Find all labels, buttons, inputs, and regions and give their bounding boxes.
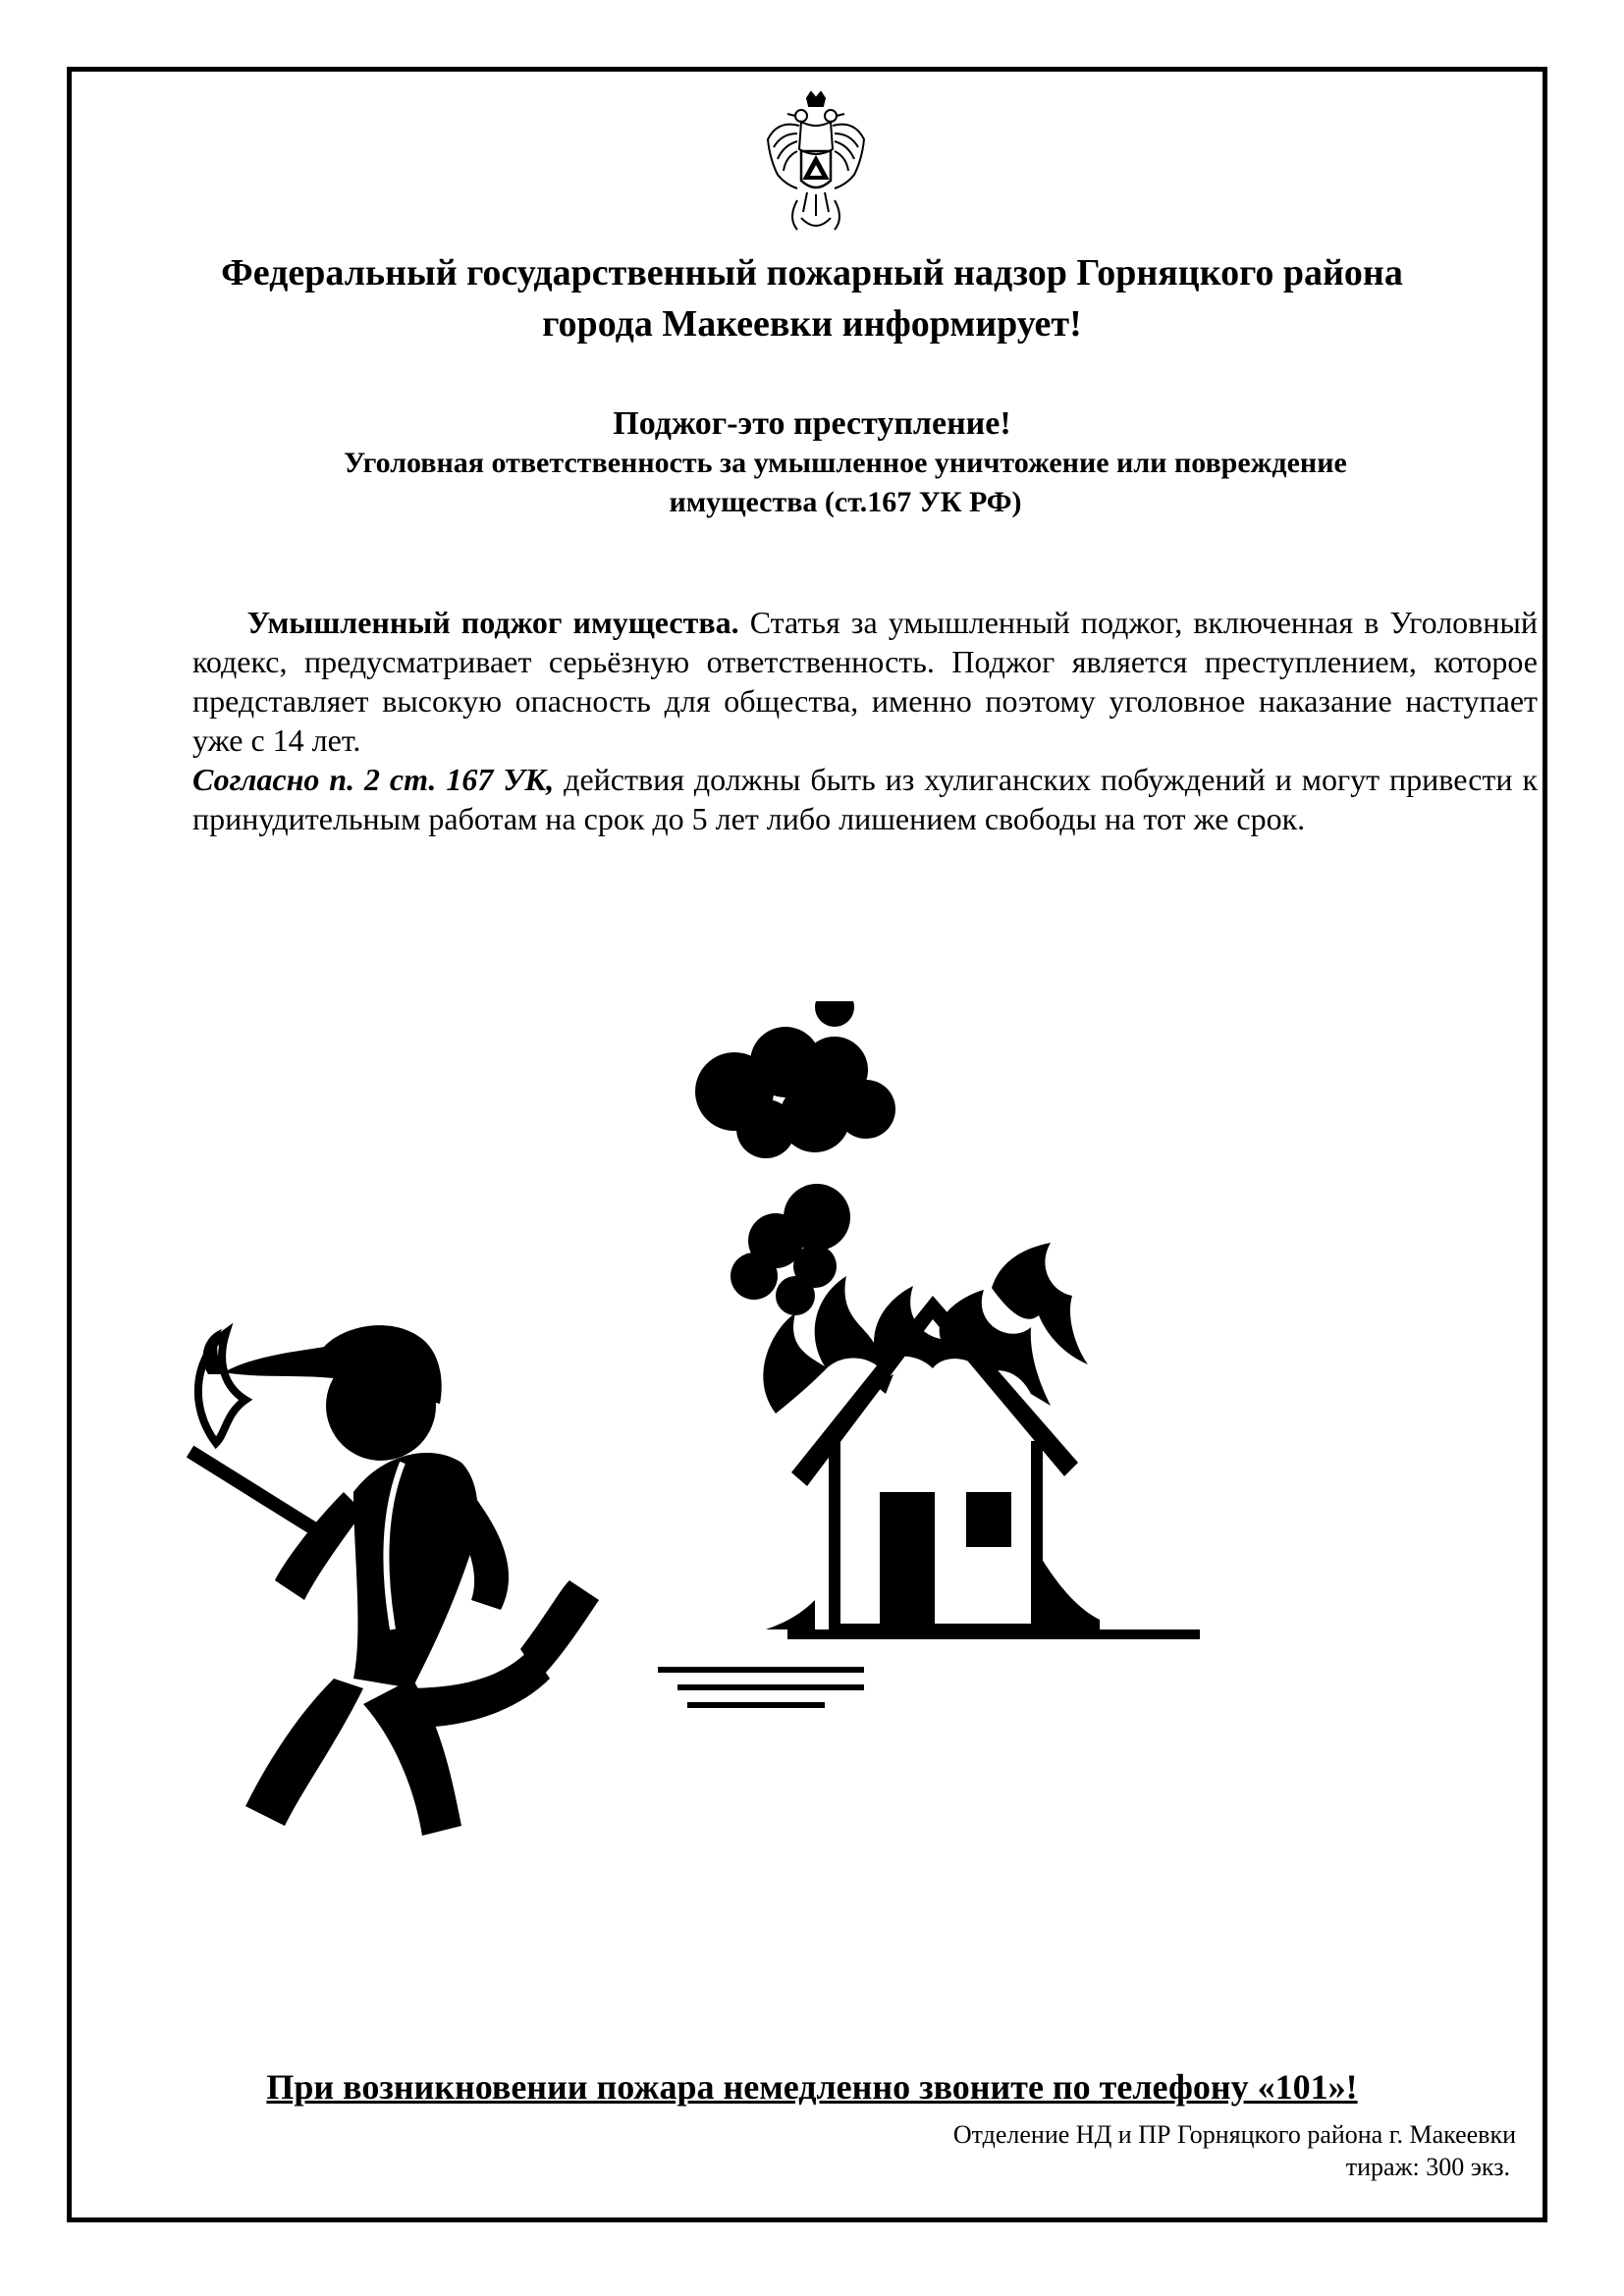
title-line-1: Федеральный государственный пожарный надзор Горняцкого района (221, 252, 1403, 294)
footer-print-run: тираж: 300 экз. (1345, 2153, 1510, 2181)
liability-line-2: имущества (ст.167 УК РФ) (669, 486, 1022, 518)
arsonist-fleeing-burning-house-icon (187, 1001, 1404, 1914)
emergency-call-callout: При возникновении пожара немедленно звоните по телефону «101»! (266, 2067, 1358, 2107)
lead-phrase: Умышленный поджог имущества. (246, 605, 739, 640)
liability-heading (228, 444, 1463, 522)
paragraph-1: Статья за умышленный поджог, включенная в Уголовный кодекс, предусматривает серьёзную ответственность. Поджог является преступлением, которое представляет высокую опасность для общества, именно поэтому уголовное наказание наступает уже с 14 лет. (192, 605, 1539, 758)
law-reference: Согласно п. 2 ст. 167 УК, (192, 762, 555, 797)
page-title (98, 247, 1526, 349)
liability-line-1: Уголовная ответственность за умышленное уничтожение или повреждение (344, 447, 1347, 479)
warning-subtitle: Поджог-это преступление! (613, 405, 1011, 442)
paragraph-2: действия должны быть из хулиганских побуждений и могут привести к принудительным работам на срок до 5 лет либо лишением свободы на тот же срок. (192, 762, 1539, 836)
title-line-2: города Макеевки информирует! (542, 303, 1082, 345)
footer-organization: Отделение НД и ПР Горняцкого района г. Макеевки (952, 2120, 1516, 2149)
article-body (192, 603, 1538, 838)
emergency-ministry-emblem-icon (758, 90, 874, 238)
